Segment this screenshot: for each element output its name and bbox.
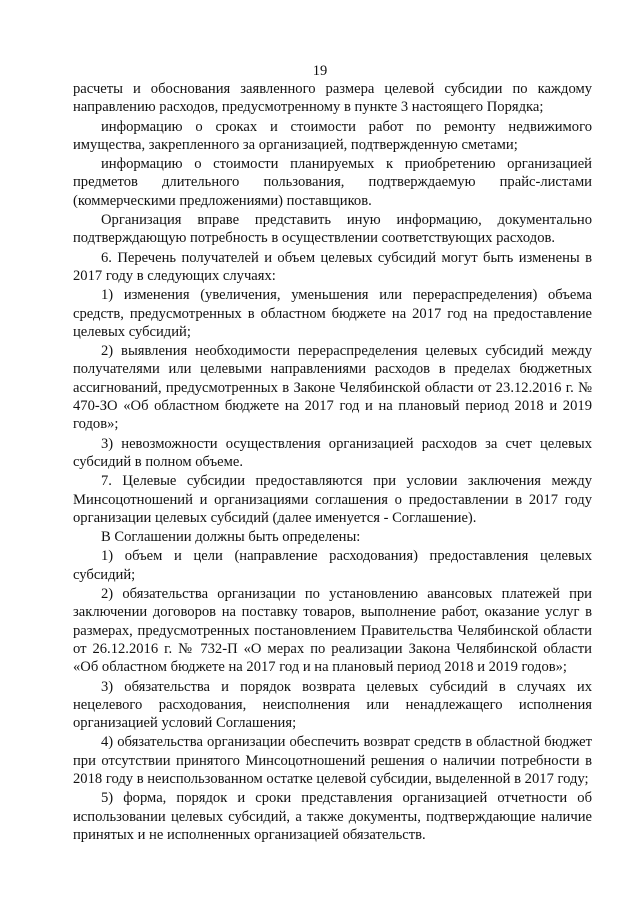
- paragraph: расчеты и обоснования заявленного размера целевой субсидии по каждому направлению расходов, предусмотренному в пункте 3 настоящего Порядка;: [73, 81, 592, 116]
- paragraph: информацию о стоимости планируемых к приобретению организацией предметов длительного пользования, подтверждаемую прайс-листами (коммерческими предложениями) поставщиков.: [73, 156, 592, 209]
- paragraph: 2) обязательства организации по установлению авансовых платежей при заключении договоров на поставку товаров, выполнение работ, оказание услуг в размерах, предусмотренных постановлением Правительства Челябинской области от 26.12.2016 г. № 732-П «О мерах по реализации Закона Челябинской области «Об областном бюджете на 2017 год и на плановый период 2018 и 2019 годов»;: [73, 586, 592, 676]
- paragraph: 5) форма, порядок и сроки представления организацией отчетности об использовании целевых субсидий, а также документы, подтверждающие наличие принятых и не исполненных организацией обязательств.: [73, 790, 592, 843]
- paragraph: 3) невозможности осуществления организацией расходов за счет целевых субсидий в полном объеме.: [73, 435, 592, 470]
- page-number: 19: [312, 63, 328, 79]
- document-body: [73, 80, 592, 844]
- paragraph: 2) выявления необходимости перераспределения целевых субсидий между получателями или целевыми направлениями расходов в пределах бюджетных ассигнований, предусмотренных в Законе Челябинской области от 23.12.2016 г. № 470-ЗО «Об областном бюджете на 2017 год и на плановый период 2018 и 2019 годов»;: [73, 343, 592, 433]
- paragraph: 4) обязательства организации обеспечить возврат средств в областной бюджет при отсутствии принятого Минсоцотношений решения о наличии потребности в 2018 году в неиспользованном остатке целевой субсидии, выделенной в 2017 году;: [73, 734, 592, 787]
- paragraph: 1) объем и цели (направление расходования) предоставления целевых субсидий;: [73, 548, 592, 583]
- paragraph: Организация вправе представить иную информацию, документально подтверждающую потребность в осуществлении соответствующих расходов.: [73, 212, 592, 247]
- paragraph: 1) изменения (увеличения, уменьшения или перераспределения) объема средств, предусмотренных в областном бюджете на 2017 год на предоставление целевых субсидий;: [73, 287, 592, 340]
- paragraph: 7. Целевые субсидии предоставляются при условии заключения между Минсоцотношений и организациями соглашения о предоставлении в 2017 году организации целевых субсидий (далее именуется - Соглашение).: [73, 473, 592, 526]
- paragraph: В Соглашении должны быть определены:: [101, 529, 361, 546]
- paragraph: 3) обязательства и порядок возврата целевых субсидий в случаях их нецелевого расходования, неисполнения или ненадлежащего исполнения организацией условий Соглашения;: [73, 678, 592, 732]
- paragraph: 6. Перечень получателей и объем целевых субсидий могут быть изменены в 2017 году в следующих случаях:: [73, 249, 592, 284]
- paragraph: информацию о сроках и стоимости работ по ремонту недвижимого имущества, закрепленного за организацией, подтвержденную сметами;: [73, 118, 592, 153]
